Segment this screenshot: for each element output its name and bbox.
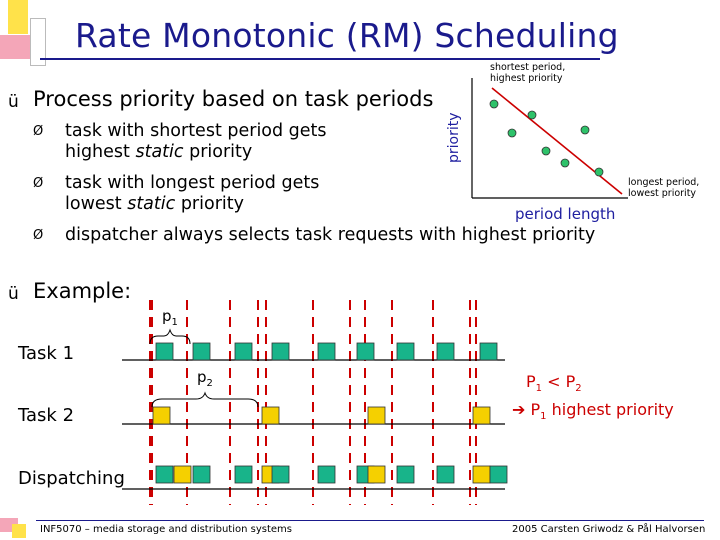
arrow-bullet-icon: Ø (33, 124, 44, 139)
dispatch-task1-job (437, 466, 454, 483)
note-p1-sub: 1 (535, 383, 543, 395)
dispatch-task1-job (272, 466, 289, 483)
dispatch-task2-job (473, 466, 490, 483)
dispatch-task1-job (235, 466, 252, 483)
plot-point (490, 100, 498, 108)
plot-note-top-line2: highest priority (490, 73, 563, 84)
checkmark-bullet-icon: ü (8, 92, 19, 112)
plot-point (595, 168, 603, 176)
note-p1b: P (525, 400, 541, 420)
note-arrow-icon: ➔ (512, 400, 526, 420)
sub-bullet-longest-line2-post: priority (175, 194, 244, 214)
sub-bullet-longest-line2-pre: lowest (65, 194, 128, 214)
arrow-bullet-icon: Ø (33, 176, 44, 191)
plot-point (528, 111, 536, 119)
footer-rule (36, 520, 704, 521)
dispatch-task1-job (156, 466, 173, 483)
checkmark-bullet-icon: ü (8, 284, 19, 304)
note-p1: P (526, 372, 536, 391)
sub-bullet-longest-line1: task with longest period gets (65, 173, 320, 193)
note-rest: highest priority (546, 400, 674, 420)
task2-job (368, 407, 385, 424)
note-op: < P (542, 372, 576, 391)
note-p2-sub: 2 (575, 383, 582, 395)
bullet-priority-based-on-periods: Process priority based on task periods (33, 87, 434, 111)
dispatch-task2-job (368, 466, 385, 483)
plot-point (581, 126, 589, 134)
sub-bullet-shortest-line2-pre: highest (65, 142, 136, 162)
plot-point (542, 147, 550, 155)
task1-job (235, 343, 252, 360)
plot-note-top-line1: shortest period, (490, 62, 566, 73)
task1-job (397, 343, 414, 360)
plot-point (561, 159, 569, 167)
period-p1-brace (150, 330, 190, 344)
note-p1b-sub: 1 (540, 411, 547, 423)
task2-job (262, 407, 279, 424)
plot-ylabel: priority (446, 112, 462, 163)
task1-job (480, 343, 497, 360)
sub-bullet-dispatcher: dispatcher always selects task requests with highest priority (65, 225, 596, 245)
task2-job (153, 407, 170, 424)
task1-label: Task 1 (18, 343, 75, 364)
sub-bullet-shortest-static: static (135, 142, 184, 162)
slide-title: Rate Monotonic (RM) Scheduling (75, 16, 619, 55)
footer-right: 2005 Carsten Griwodz & Pål Halvorsen (512, 524, 706, 535)
footer-left: INF5070 – media storage and distribution systems (40, 524, 293, 535)
task1-job (193, 343, 210, 360)
plot-xlabel: period length (515, 205, 616, 223)
bullet-example: Example: (33, 279, 132, 303)
task2-job (473, 407, 490, 424)
plot-note-bottom-line2: lowest priority (628, 188, 697, 199)
sub-bullet-longest-static: static (127, 194, 176, 214)
sub-bullet-shortest-line2-post: priority (183, 142, 253, 162)
task2-label: Task 2 (18, 405, 75, 426)
dispatch-task1-job (397, 466, 414, 483)
period-p2-sub: 2 (206, 378, 213, 389)
dispatch-task2-job (174, 466, 191, 483)
sub-bullet-shortest-line1: task with shortest period gets (65, 121, 327, 141)
dispatch-task1-job (318, 466, 335, 483)
task1-job (318, 343, 335, 360)
task1-job (357, 343, 374, 360)
period-p1-sub: 1 (171, 317, 178, 328)
dispatch-task1-job (193, 466, 210, 483)
period-p2-brace (152, 393, 258, 407)
dispatch-task1-job (490, 466, 507, 483)
arrow-bullet-icon: Ø (33, 228, 44, 243)
period-p2-letter: p (197, 368, 207, 386)
task1-job (272, 343, 289, 360)
task1-job (437, 343, 454, 360)
plot-trend-line (492, 88, 622, 194)
task1-job (156, 343, 173, 360)
period-p1-letter: p (162, 307, 172, 325)
dispatching-label: Dispatching (18, 468, 125, 489)
plot-note-bottom-line1: longest period, (628, 177, 700, 188)
plot-point (508, 129, 516, 137)
